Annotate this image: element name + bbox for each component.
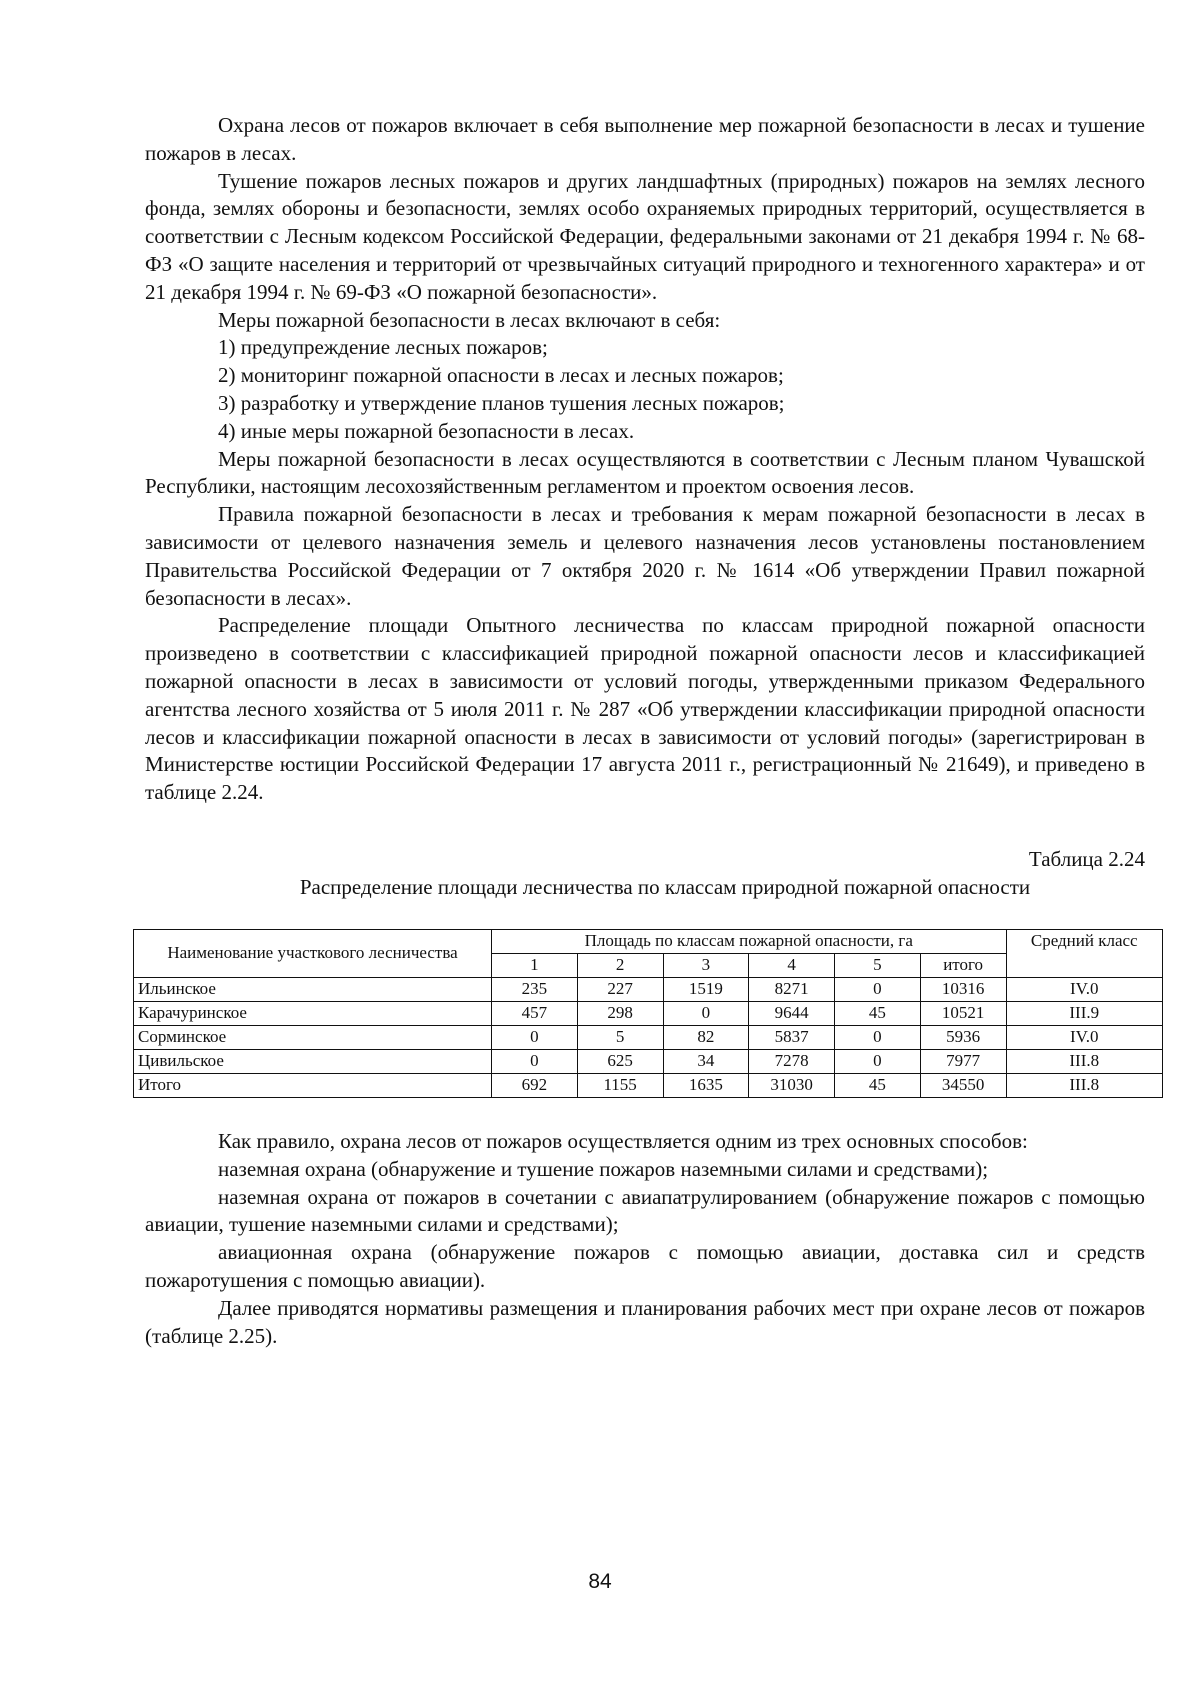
row-name: Цивильское xyxy=(134,1049,492,1073)
table-caption: Таблица 2.24 xyxy=(1028,846,1145,871)
bottom-text xyxy=(145,1128,1145,1350)
cell: 8271 xyxy=(749,977,835,1001)
table-row xyxy=(134,1001,1163,1025)
cell: 692 xyxy=(492,1073,578,1097)
paragraph: наземная охрана от пожаров в сочетании с авиапатрулированием (обнаружение пожаров с помощью авиации, тушение наземными силами и средствами); xyxy=(145,1184,1145,1237)
paragraph: Правила пожарной безопасности в лесах и требования к мерам пожарной безопасности в лесах в зависимости от целевого назначения земель и целевого назначения лесов установлены постановлением Правительства Российской Федерации от 7 октября 2020 г. № 1614 «Об утверждении Правил пожарной безопасности в лесах». xyxy=(145,502,1145,610)
list-item: 1) предупреждение лесных пожаров; xyxy=(218,335,548,360)
subheader-cell: 1 xyxy=(492,953,578,977)
paragraph: Охрана лесов от пожаров включает в себя выполнение мер пожарной безопасности в лесах и тушение пожаров в лесах. xyxy=(145,113,1145,165)
cell: 0 xyxy=(663,1001,749,1025)
cell: 9644 xyxy=(749,1001,835,1025)
cell: 10316 xyxy=(920,977,1006,1001)
subheader-cell: 5 xyxy=(835,953,921,977)
table-row xyxy=(134,977,1163,1001)
row-name: Ильинское xyxy=(134,977,492,1001)
paragraph: Меры пожарной безопасности в лесах осуществляются в соответствии с Лесным планом Чувашской Республики, настоящим лесохозяйственным регламентом и проектом освоения лесов. xyxy=(145,446,1145,499)
cell: 31030 xyxy=(749,1073,835,1097)
cell: 0 xyxy=(492,1025,578,1049)
paragraph: Меры пожарной безопасности в лесах включают в себя: xyxy=(218,307,721,332)
row-name: Сорминское xyxy=(134,1025,492,1049)
list-item: 2) мониторинг пожарной опасности в лесах и лесных пожаров; xyxy=(218,363,784,388)
cell: 1519 xyxy=(663,977,749,1001)
cell-avg: III.9 xyxy=(1006,1001,1163,1025)
cell: 457 xyxy=(492,1001,578,1025)
subheader-cell: 3 xyxy=(663,953,749,977)
cell-avg: IV.0 xyxy=(1006,977,1163,1001)
cell-avg: III.8 xyxy=(1006,1073,1163,1097)
paragraph: Далее приводятся нормативы размещения и планирования рабочих мест при охране лесов от пожаров (таблице 2.25). xyxy=(145,1295,1145,1348)
cell: 82 xyxy=(663,1025,749,1049)
table-row xyxy=(134,1049,1163,1073)
table-row xyxy=(134,1025,1163,1049)
list-item: 3) разработку и утверждение планов тушения лесных пожаров; xyxy=(218,390,785,415)
cell: 5 xyxy=(577,1025,663,1049)
subheader-cell: итого xyxy=(920,953,1006,977)
list-item: 4) иные меры пожарной безопасности в лесах. xyxy=(218,418,635,443)
cell: 625 xyxy=(577,1049,663,1073)
header-name-col: Наименование участкового лесничества xyxy=(134,929,492,977)
cell: 45 xyxy=(835,1001,921,1025)
cell: 10521 xyxy=(920,1001,1006,1025)
cell: 227 xyxy=(577,977,663,1001)
subheader-cell: 4 xyxy=(749,953,835,977)
header-avg-class: Средний класс xyxy=(1006,929,1163,977)
table-row-total xyxy=(134,1073,1163,1097)
document-page xyxy=(138,112,1145,1350)
row-name: Итого xyxy=(134,1073,492,1097)
cell: 45 xyxy=(835,1073,921,1097)
cell: 298 xyxy=(577,1001,663,1025)
cell: 0 xyxy=(835,1049,921,1073)
row-name: Карачуринское xyxy=(134,1001,492,1025)
cell: 7278 xyxy=(749,1049,835,1073)
cell: 1635 xyxy=(663,1073,749,1097)
cell-avg: IV.0 xyxy=(1006,1025,1163,1049)
cell: 235 xyxy=(492,977,578,1001)
paragraph: наземная охрана (обнаружение и тушение пожаров наземными силами и средствами); xyxy=(218,1156,989,1181)
cell: 0 xyxy=(835,1025,921,1049)
table-header-row xyxy=(134,929,1163,953)
cell: 0 xyxy=(492,1049,578,1073)
page-number: 84 xyxy=(588,1570,612,1593)
fire-class-table xyxy=(133,929,1163,1098)
subheader-cell: 2 xyxy=(577,953,663,977)
cell: 5837 xyxy=(749,1025,835,1049)
paragraph: Тушение пожаров лесных пожаров и других ландшафтных (природных) пожаров на землях лесного фонда, землях обороны и безопасности, землях особо охраняемых природных территорий, осуществляется в соответствии с Лесным кодексом Российской Федерации, федеральными законами от 21 декабря 1994 г. № 68-ФЗ «О защите населения и территорий от чрезвычайных ситуаций природного и техногенного характера» и от 21 декабря 1994 г. № 69-ФЗ «О пожарной безопасности». xyxy=(145,168,1145,304)
cell: 34550 xyxy=(920,1073,1006,1097)
cell: 1155 xyxy=(577,1073,663,1097)
cell: 34 xyxy=(663,1049,749,1073)
cell: 0 xyxy=(835,977,921,1001)
cell-avg: III.8 xyxy=(1006,1049,1163,1073)
cell: 7977 xyxy=(920,1049,1006,1073)
cell: 5936 xyxy=(920,1025,1006,1049)
paragraph: Как правило, охрана лесов от пожаров осуществляется одним из трех основных способов: xyxy=(218,1128,1028,1153)
header-area-group: Площадь по классам пожарной опасности, га xyxy=(492,929,1007,953)
table-title: Распределение площади лесничества по классам природной пожарной опасности xyxy=(299,874,1031,899)
paragraph: авиационная охрана (обнаружение пожаров с помощью авиации, доставка сил и средств пожаротушения с помощью авиации). xyxy=(145,1240,1145,1292)
paragraph: Распределение площади Опытного лесничества по классам природной пожарной опасности произведено в соответствии с классификацией природной пожарной опасности лесов и классификацией пожарной опасности в лесах в зависимости от условий погоды, утвержденными приказом Федерального агентства лесного хозяйства от 5 июля 2011 г. № 287 «Об утверждении классификации природной опасности лесов и классификации пожарной опасности в лесах в зависимости от условий погоды» (зарегистрирован в Министерстве юстиции Российской Федерации 17 августа 2011 г., регистрационный № 21649), и приведено в таблице 2.24. xyxy=(145,613,1145,805)
